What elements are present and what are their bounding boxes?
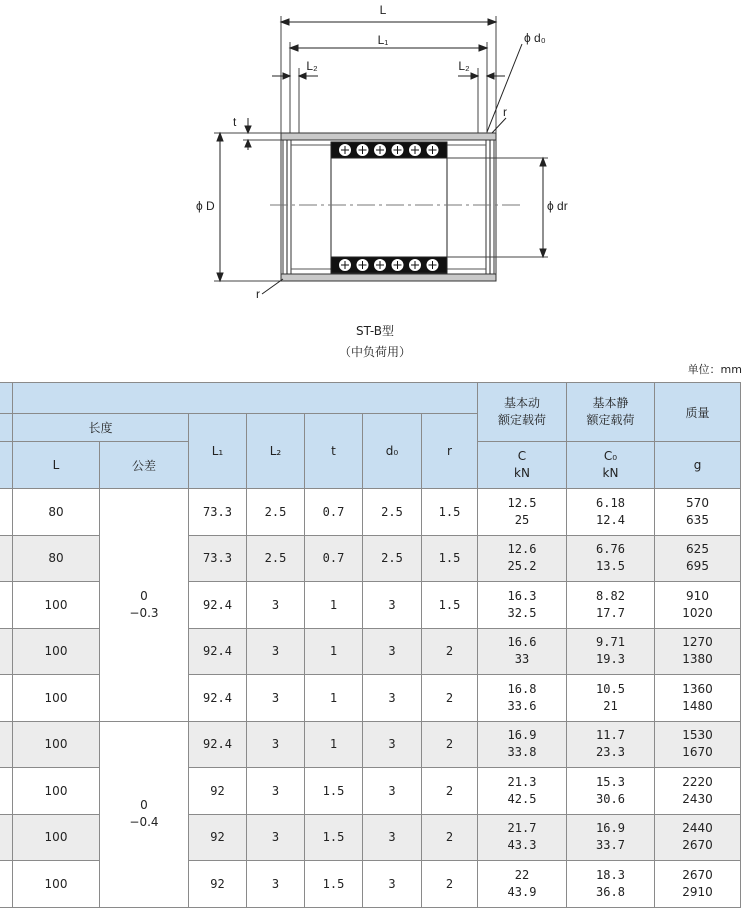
cell-d0: 3 bbox=[363, 582, 422, 629]
cell-r: 2 bbox=[422, 768, 478, 815]
cell-static-load: 10.5 21 bbox=[567, 675, 655, 722]
cell-static-load: 6.76 13.5 bbox=[567, 535, 655, 582]
cell-t: 1.5 bbox=[305, 814, 363, 861]
label-r-top: r bbox=[503, 105, 507, 119]
cell-L2: 3 bbox=[247, 675, 305, 722]
row-stub bbox=[0, 628, 13, 675]
cell-t: 0.7 bbox=[305, 535, 363, 582]
cell-dynamic-load: 12.6 25.2 bbox=[478, 535, 567, 582]
unit-label: 单位：mm bbox=[687, 363, 742, 376]
header-length-group: 长度 bbox=[13, 414, 189, 442]
header-t: t bbox=[305, 414, 363, 489]
header-d0: d₀ bbox=[363, 414, 422, 489]
cell-mass: 2670 2910 bbox=[655, 861, 741, 908]
cell-L2: 2.5 bbox=[247, 535, 305, 582]
cell-L2: 3 bbox=[247, 582, 305, 629]
cell-static-load: 11.7 23.3 bbox=[567, 721, 655, 768]
cell-t: 1 bbox=[305, 628, 363, 675]
cell-t: 1 bbox=[305, 721, 363, 768]
row-stub bbox=[0, 535, 13, 582]
cell-d0: 3 bbox=[363, 675, 422, 722]
cell-d0: 2.5 bbox=[363, 535, 422, 582]
label-t: t bbox=[233, 115, 237, 129]
cell-t: 1.5 bbox=[305, 768, 363, 815]
label-d0: ϕ d₀ bbox=[524, 31, 546, 45]
cell-L1: 92.4 bbox=[189, 721, 247, 768]
cell-d0: 3 bbox=[363, 814, 422, 861]
cell-mass: 570 635 bbox=[655, 489, 741, 536]
cell-mass: 625 695 bbox=[655, 535, 741, 582]
cell-d0: 3 bbox=[363, 768, 422, 815]
cell-r: 1.5 bbox=[422, 489, 478, 536]
cell-L1: 92 bbox=[189, 861, 247, 908]
cell-d0: 3 bbox=[363, 721, 422, 768]
header-dynamic-unit: C kN bbox=[478, 442, 567, 489]
cell-L2: 3 bbox=[247, 768, 305, 815]
header-mass: 质量 bbox=[655, 383, 741, 442]
row-stub bbox=[0, 768, 13, 815]
header-spacer bbox=[13, 383, 478, 414]
cell-dynamic-load: 22 43.9 bbox=[478, 861, 567, 908]
header-stub bbox=[0, 442, 13, 489]
row-stub bbox=[0, 582, 13, 629]
header-stub bbox=[0, 414, 13, 442]
row-stub bbox=[0, 814, 13, 861]
header-dynamic-load: 基本动 额定载荷 bbox=[478, 383, 567, 442]
cell-dynamic-load: 21.3 42.5 bbox=[478, 768, 567, 815]
header-mass-unit: g bbox=[655, 442, 741, 489]
cell-L1: 73.3 bbox=[189, 489, 247, 536]
spec-table bbox=[0, 382, 741, 908]
cell-mass: 910 1020 bbox=[655, 582, 741, 629]
header-tolerance: 公差 bbox=[100, 442, 189, 489]
header-static-load: 基本静 额定载荷 bbox=[567, 383, 655, 442]
cell-d0: 3 bbox=[363, 628, 422, 675]
label-L2-right: L₂ bbox=[458, 59, 470, 73]
cell-dynamic-load: 21.7 43.3 bbox=[478, 814, 567, 861]
cell-L: 100 bbox=[13, 861, 100, 908]
cell-L: 100 bbox=[13, 814, 100, 861]
cell-static-load: 6.18 12.4 bbox=[567, 489, 655, 536]
cell-mass: 2220 2430 bbox=[655, 768, 741, 815]
cell-L: 80 bbox=[13, 535, 100, 582]
cell-L1: 92.4 bbox=[189, 582, 247, 629]
header-L: L bbox=[13, 442, 100, 489]
cell-static-load: 8.82 17.7 bbox=[567, 582, 655, 629]
row-stub bbox=[0, 721, 13, 768]
cell-dynamic-load: 16.8 33.6 bbox=[478, 675, 567, 722]
cell-static-load: 18.3 36.8 bbox=[567, 861, 655, 908]
cell-dynamic-load: 16.3 32.5 bbox=[478, 582, 567, 629]
label-L1: L₁ bbox=[377, 33, 389, 47]
label-dr: ϕ dr bbox=[547, 199, 568, 213]
label-L: L bbox=[379, 3, 387, 17]
cell-L1: 92 bbox=[189, 814, 247, 861]
cell-t: 1 bbox=[305, 582, 363, 629]
header-r: r bbox=[422, 414, 478, 489]
header-stub bbox=[0, 383, 13, 414]
cell-L2: 3 bbox=[247, 628, 305, 675]
cell-r: 2 bbox=[422, 861, 478, 908]
model-caption: ST-B型 bbox=[356, 324, 394, 338]
table-row bbox=[0, 489, 741, 536]
row-stub bbox=[0, 489, 13, 536]
cell-static-load: 16.9 33.7 bbox=[567, 814, 655, 861]
header-L1: L₁ bbox=[189, 414, 247, 489]
cell-t: 1.5 bbox=[305, 861, 363, 908]
cell-L: 100 bbox=[13, 768, 100, 815]
cell-d0: 2.5 bbox=[363, 489, 422, 536]
cell-static-load: 15.3 30.6 bbox=[567, 768, 655, 815]
header-static-unit: C₀ kN bbox=[567, 442, 655, 489]
label-r-bottom: r bbox=[256, 287, 260, 300]
cell-r: 1.5 bbox=[422, 535, 478, 582]
row-stub bbox=[0, 861, 13, 908]
cell-tolerance: 0 −0.4 bbox=[100, 721, 189, 907]
cell-L: 100 bbox=[13, 628, 100, 675]
cell-L1: 92 bbox=[189, 768, 247, 815]
cell-d0: 3 bbox=[363, 861, 422, 908]
cell-mass: 1360 1480 bbox=[655, 675, 741, 722]
cell-r: 2 bbox=[422, 721, 478, 768]
cell-r: 1.5 bbox=[422, 582, 478, 629]
cell-L2: 2.5 bbox=[247, 489, 305, 536]
cell-L: 100 bbox=[13, 675, 100, 722]
cell-L1: 92.4 bbox=[189, 675, 247, 722]
cell-L: 100 bbox=[13, 721, 100, 768]
cell-r: 2 bbox=[422, 675, 478, 722]
row-stub bbox=[0, 675, 13, 722]
cell-dynamic-load: 12.5 25 bbox=[478, 489, 567, 536]
cell-dynamic-load: 16.9 33.8 bbox=[478, 721, 567, 768]
cell-t: 0.7 bbox=[305, 489, 363, 536]
cell-static-load: 9.71 19.3 bbox=[567, 628, 655, 675]
label-L2-left: L₂ bbox=[306, 59, 318, 73]
table-row bbox=[0, 721, 741, 768]
cell-mass: 1530 1670 bbox=[655, 721, 741, 768]
cell-L2: 3 bbox=[247, 721, 305, 768]
header-L2: L₂ bbox=[247, 414, 305, 489]
cell-L: 100 bbox=[13, 582, 100, 629]
cell-r: 2 bbox=[422, 628, 478, 675]
model-subcaption: （中负荷用） bbox=[338, 345, 411, 359]
cell-L: 80 bbox=[13, 489, 100, 536]
cell-dynamic-load: 16.6 33 bbox=[478, 628, 567, 675]
cell-L2: 3 bbox=[247, 861, 305, 908]
cell-L1: 92.4 bbox=[189, 628, 247, 675]
cell-tolerance: 0 −0.3 bbox=[100, 489, 189, 722]
cell-L1: 73.3 bbox=[189, 535, 247, 582]
cell-r: 2 bbox=[422, 814, 478, 861]
cell-t: 1 bbox=[305, 675, 363, 722]
cell-L2: 3 bbox=[247, 814, 305, 861]
cell-mass: 1270 1380 bbox=[655, 628, 741, 675]
cell-mass: 2440 2670 bbox=[655, 814, 741, 861]
label-D: ϕ D bbox=[196, 199, 215, 213]
bearing-drawing bbox=[0, 0, 750, 300]
